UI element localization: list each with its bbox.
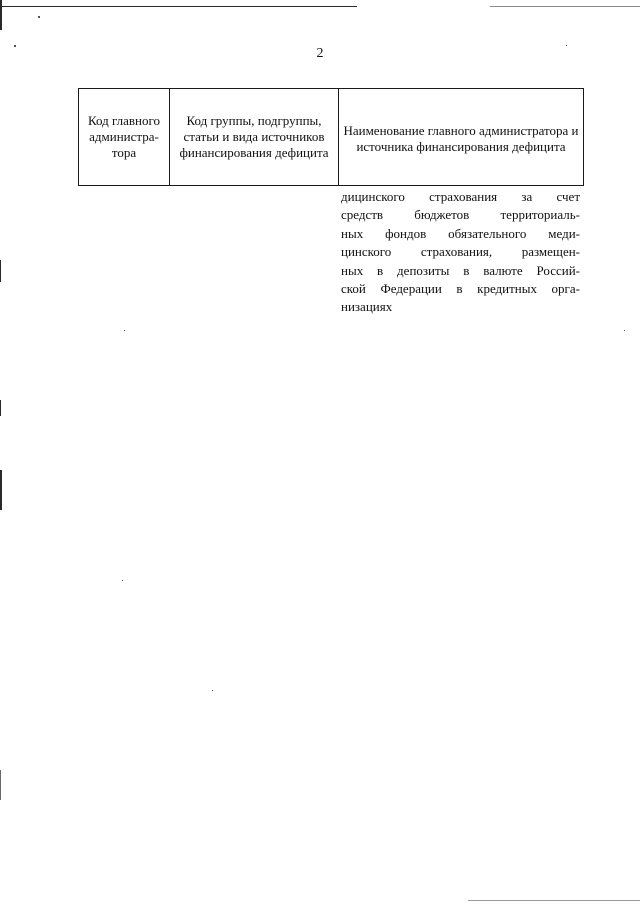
table-header-row <box>79 89 584 186</box>
continuation-line: низациях <box>341 299 393 315</box>
scan-artifact-dot <box>566 45 567 46</box>
scan-artifact-left-edge-mid <box>0 260 1 282</box>
continuation-line: ных фондов обязательного меди- <box>341 225 580 241</box>
scan-artifact-dot <box>14 45 16 47</box>
scan-artifact-left-edge-bottom <box>0 770 1 800</box>
header-label-name: Наименование главного администратора и источника финансирования дефицита <box>343 122 579 154</box>
table-header <box>78 88 584 186</box>
scan-artifact-left-edge-band <box>0 470 2 510</box>
continuation-text <box>341 188 580 317</box>
scan-artifact-dot <box>124 330 125 331</box>
header-label-administrator-code: Код главного администра- тора <box>87 113 161 160</box>
continuation-line: дицинского страхования за счет <box>341 189 580 204</box>
continuation-line: цинского страхования, размещен- <box>341 244 580 260</box>
scan-artifact-dot <box>122 580 123 581</box>
header-cell-name <box>339 89 584 186</box>
scan-artifact-dot <box>624 330 625 331</box>
continuation-line: средств бюджетов территориаль- <box>341 207 580 223</box>
scan-artifact-left-edge-top <box>0 0 2 30</box>
header-cell-source-code <box>170 89 339 186</box>
scan-artifact-dot <box>38 16 40 18</box>
page-number: 2 <box>316 46 324 61</box>
scan-artifact-dot <box>212 690 213 691</box>
header-label-source-code: Код группы, подгруппы, статьи и вида источников финансирования дефицита <box>179 113 329 160</box>
header-cell-administrator-code <box>79 89 170 186</box>
continuation-line: ных в депозиты в валюте Россий- <box>341 262 580 278</box>
scan-artifact-bottom-line <box>468 900 640 901</box>
scan-artifact-left-edge-lower <box>0 400 1 416</box>
continuation-line: ской Федерации в кредитных орга- <box>341 280 580 296</box>
scan-artifact-top-left-line <box>2 6 357 7</box>
scan-artifact-top-right-line <box>490 6 640 7</box>
